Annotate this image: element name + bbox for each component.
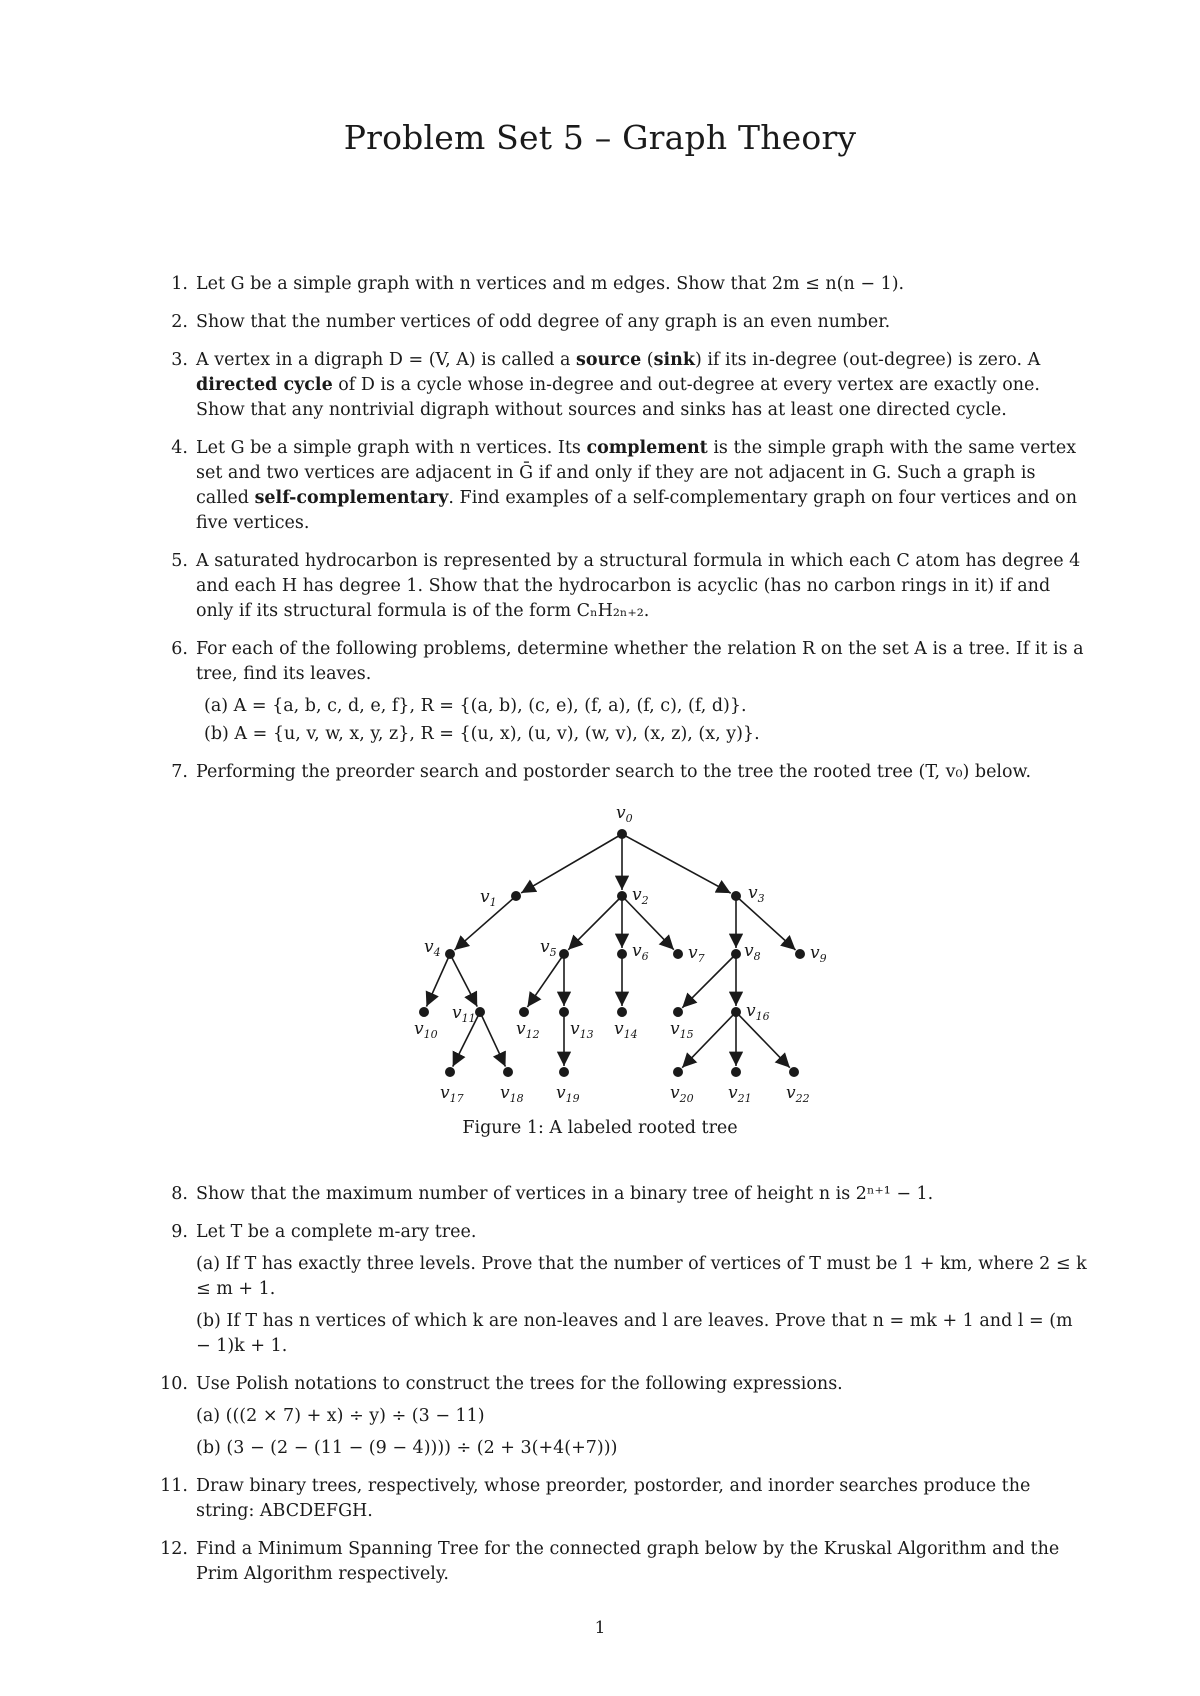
- subproblem-b: (b) (3 − (2 − (11 − (9 − 4)))) ÷ (2 + 3(+4(+7))): [196, 1438, 618, 1458]
- subproblem-a: (a) If T has exactly three levels. Prove that the number of vertices of T must be 1 + km, where 2 ≤ k ≤ m + 1.: [196, 1254, 1087, 1299]
- term-self-complementary: self-complementary: [254, 488, 449, 508]
- tree-edge-v0-v1: [521, 834, 622, 893]
- tree-vertex-label-v21: $v_{21}$: [728, 1083, 752, 1105]
- problem-text: (: [641, 350, 654, 370]
- tree-vertex-v7: [673, 949, 683, 959]
- problem-text: Draw binary trees, respectively, whose preorder, postorder, and inorder searches produce the string: ABCDEFGH.: [196, 1476, 1031, 1521]
- problem-number: 11.: [160, 1476, 188, 1496]
- tree-vertex-label-v5: $v_5$: [540, 937, 557, 959]
- tree-vertex-label-v9: $v_9$: [810, 943, 827, 965]
- problem-text: A saturated hydrocarbon is represented by a structural formula in which each C atom has degree 4 and each H has degree 1. Show that the hydrocarbon is acyclic (has no carbon rings in it) if and only if its structural formula is of the form CₙH₂ₙ₊₂.: [196, 551, 1081, 621]
- tree-vertex-v19: [559, 1067, 569, 1077]
- tree-vertex-v6: [617, 949, 627, 959]
- tree-vertex-v20: [673, 1067, 683, 1077]
- problem-text: Let T be a complete m-ary tree.: [196, 1222, 477, 1242]
- problem-2: [158, 310, 1090, 335]
- tree-vertex-label-v17: $v_{17}$: [440, 1083, 464, 1105]
- tree-vertex-v4: [445, 949, 455, 959]
- problem-6: [158, 637, 1090, 747]
- tree-vertex-label-v12: $v_{12}$: [516, 1019, 540, 1041]
- tree-vertex-v15: [673, 1007, 683, 1017]
- term-source: source: [575, 350, 642, 370]
- problem-number: 12.: [160, 1539, 188, 1559]
- tree-vertex-label-v15: $v_{15}$: [670, 1019, 694, 1041]
- problem-text: A vertex in a digraph D = (V, A) is called a: [196, 350, 576, 370]
- tree-vertex-label-v1: $v_1$: [480, 887, 497, 909]
- tree-vertex-v0: [617, 829, 627, 839]
- subproblem-a: (a) (((2 × 7) + x) ÷ y) ÷ (3 − 11): [196, 1406, 485, 1426]
- tree-vertex-v11: [475, 1007, 485, 1017]
- tree-vertex-label-v16: $v_{16}$: [746, 1001, 770, 1023]
- problem-number: 10.: [160, 1374, 188, 1394]
- problem-text: is the simple graph with the same vertex set and two vertices are adjacent in Ḡ if and only if they are not adjacent in G. Such a graph is called: [196, 438, 1077, 508]
- tree-vertex-label-v13: $v_{13}$: [570, 1019, 594, 1041]
- problem-number: 6.: [171, 639, 188, 659]
- tree-edge-v2-v5: [568, 896, 622, 950]
- problem-text: . Find examples of a self-complementary graph on four vertices and on five vertices.: [196, 488, 1077, 533]
- tree-edge-v5-v12: [527, 954, 564, 1007]
- problem-number: 7.: [171, 762, 188, 782]
- problem-1: [158, 272, 1090, 297]
- problem-number: 9.: [171, 1222, 188, 1242]
- tree-vertex-label-v14: $v_{14}$: [614, 1019, 638, 1041]
- tree-vertex-v2: [617, 891, 627, 901]
- problem-number: 4.: [171, 438, 188, 458]
- problem-text: Performing the preorder search and postorder search to the tree the rooted tree (T, v₀) below.: [196, 762, 1032, 782]
- problem-text: Use Polish notations to construct the trees for the following expressions.: [196, 1374, 843, 1394]
- tree-vertex-label-v2: $v_2$: [632, 885, 649, 907]
- subproblem-b: (b) If T has n vertices of which k are non-leaves and l are leaves. Prove that n = mk + 1 and l = (m − 1)k + 1.: [196, 1311, 1073, 1356]
- tree-vertex-label-v8: $v_8$: [744, 941, 761, 963]
- problem-4: [158, 436, 1090, 536]
- tree-edge-v4-v10: [426, 954, 450, 1007]
- subproblem-a: (a) A = {a, b, c, d, e, f}, R = {(a, b), (c, e), (f, a), (f, c), (f, d)}.: [204, 696, 747, 716]
- tree-vertex-v10: [419, 1007, 429, 1017]
- tree-vertex-label-v19: $v_{19}$: [556, 1083, 580, 1105]
- tree-vertex-v9: [795, 949, 805, 959]
- rooted-tree-figure: [0, 806, 1200, 1166]
- page-number: 1: [594, 1618, 606, 1638]
- tree-vertex-label-v7: $v_7$: [688, 943, 705, 965]
- problem-9: [158, 1220, 1090, 1359]
- tree-vertex-label-v22: $v_{22}$: [786, 1083, 810, 1105]
- subproblem-b: (b) A = {u, v, w, x, y, z}, R = {(u, x), (u, v), (w, v), (x, z), (x, y)}.: [204, 724, 760, 744]
- problem-8: [158, 1182, 1090, 1207]
- tree-vertex-v5: [559, 949, 569, 959]
- tree-vertex-v8: [731, 949, 741, 959]
- problem-text: Find a Minimum Spanning Tree for the connected graph below by the Kruskal Algorithm and the Prim Algorithm respectively.: [196, 1539, 1060, 1584]
- problem-12: [158, 1537, 1090, 1587]
- problem-list-part2: [158, 1182, 1090, 1600]
- term-complement: complement: [586, 438, 708, 458]
- problem-number: 5.: [171, 551, 188, 571]
- tree-vertex-label-v3: $v_3$: [748, 883, 765, 905]
- problem-number: 3.: [171, 350, 188, 370]
- tree-edge-v11-v18: [480, 1012, 505, 1067]
- tree-vertex-v22: [789, 1067, 799, 1077]
- tree-vertex-v18: [503, 1067, 513, 1077]
- tree-vertex-label-v11: $v_{11}$: [452, 1003, 476, 1025]
- tree-vertex-v17: [445, 1067, 455, 1077]
- tree-vertex-label-v6: $v_6$: [632, 941, 649, 963]
- problem-7: [158, 760, 1090, 785]
- problem-text: Let G be a simple graph with n vertices and m edges. Show that 2m ≤ n(n − 1).: [196, 274, 905, 294]
- problem-11: [158, 1474, 1090, 1524]
- problem-text: Show that the number vertices of odd degree of any graph is an even number.: [196, 312, 891, 332]
- problem-text: of D is a cycle whose in-degree and out-degree at every vertex are exactly one. Show that any nontrivial digraph without sources and sinks has at least one directed cycle.: [196, 375, 1040, 420]
- tree-edge-v4-v11: [450, 954, 477, 1007]
- problem-5: [158, 549, 1090, 624]
- tree-vertex-label-v0: $v_0$: [616, 806, 633, 825]
- problem-text: ) if its in-degree (out-degree) is zero. A: [694, 350, 1041, 370]
- tree-vertex-label-v20: $v_{20}$: [670, 1083, 694, 1105]
- problem-list-part1: [158, 272, 1090, 798]
- tree-vertex-v21: [731, 1067, 741, 1077]
- problem-text: Let G be a simple graph with n vertices. Its: [196, 438, 587, 458]
- problem-10: [158, 1372, 1090, 1461]
- problem-text: For each of the following problems, determine whether the relation R on the set A is a tree. If it is a tree, find its leaves.: [196, 639, 1084, 684]
- tree-vertex-label-v4: $v_4$: [424, 937, 441, 959]
- page-title: Problem Set 5 – Graph Theory: [343, 118, 857, 157]
- term-directed-cycle: directed cycle: [196, 375, 333, 395]
- problem-number: 8.: [171, 1184, 188, 1204]
- figure-caption: Figure 1: A labeled rooted tree: [462, 1118, 738, 1138]
- tree-vertex-v16: [731, 1007, 741, 1017]
- term-sink: sink: [653, 350, 695, 370]
- tree-vertex-v14: [617, 1007, 627, 1017]
- tree-diagram: [0, 806, 1200, 1116]
- tree-vertex-v13: [559, 1007, 569, 1017]
- tree-vertex-label-v10: $v_{10}$: [414, 1019, 438, 1041]
- problem-3: [158, 348, 1090, 423]
- tree-vertex-v1: [511, 891, 521, 901]
- tree-vertex-label-v18: $v_{18}$: [500, 1083, 524, 1105]
- problem-number: 1.: [171, 274, 188, 294]
- problem-text: Show that the maximum number of vertices in a binary tree of height n is 2ⁿ⁺¹ − 1.: [196, 1184, 934, 1204]
- tree-vertex-v12: [519, 1007, 529, 1017]
- tree-vertex-v3: [731, 891, 741, 901]
- problem-number: 2.: [171, 312, 188, 332]
